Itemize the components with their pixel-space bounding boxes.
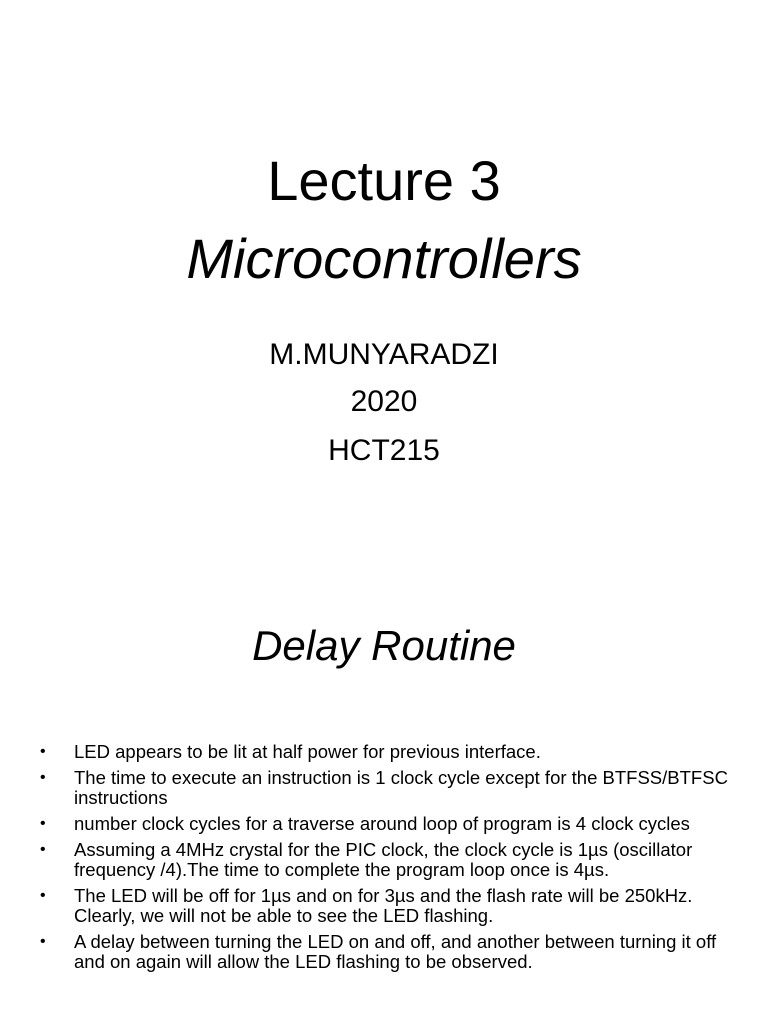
course-code: HCT215 (328, 434, 440, 467)
bullet-dot-icon: • (40, 769, 46, 786)
bullet-item (40, 814, 730, 834)
slide-title: Delay Routine (252, 622, 516, 669)
bullet-dot-icon: • (40, 887, 46, 904)
bullet-text: The LED will be off for 1µs and on for 3µs and the flash rate will be 250kHz. Clearly, we will not be able to see the LED flashing. (74, 885, 693, 926)
bullet-text: A delay between turning the LED on and off, and another between turning it off and on again will allow the LED flashing to be observed. (74, 931, 717, 972)
bullet-dot-icon: • (40, 841, 46, 858)
bullet-text: The time to execute an instruction is 1 clock cycle except for the BTFSS/BTFSC instructions (74, 767, 728, 808)
lecture-subject: Microcontrollers (186, 227, 582, 290)
delay-routine-slide (0, 576, 768, 1024)
bullet-text: LED appears to be lit at half power for previous interface. (74, 741, 541, 762)
bullet-item (40, 768, 730, 808)
lecture-year: 2020 (350, 385, 418, 418)
bullet-list (40, 742, 730, 978)
author-name: M.MUNYARADZI (269, 338, 499, 371)
bullet-dot-icon: • (40, 815, 46, 832)
bullet-text: Assuming a 4MHz crystal for the PIC clock, the clock cycle is 1µs (oscillator frequency /4).The time to complete the program loop once is 4µs. (74, 839, 693, 880)
bullet-dot-icon: • (40, 743, 46, 760)
bullet-item (40, 742, 730, 762)
bullet-text: number clock cycles for a traverse around loop of program is 4 clock cycles (74, 813, 690, 834)
bullet-item (40, 886, 730, 926)
lecture-title: Lecture 3 (267, 149, 501, 212)
bullet-dot-icon: • (40, 933, 46, 950)
bullet-item (40, 932, 730, 972)
bullet-item (40, 840, 730, 880)
